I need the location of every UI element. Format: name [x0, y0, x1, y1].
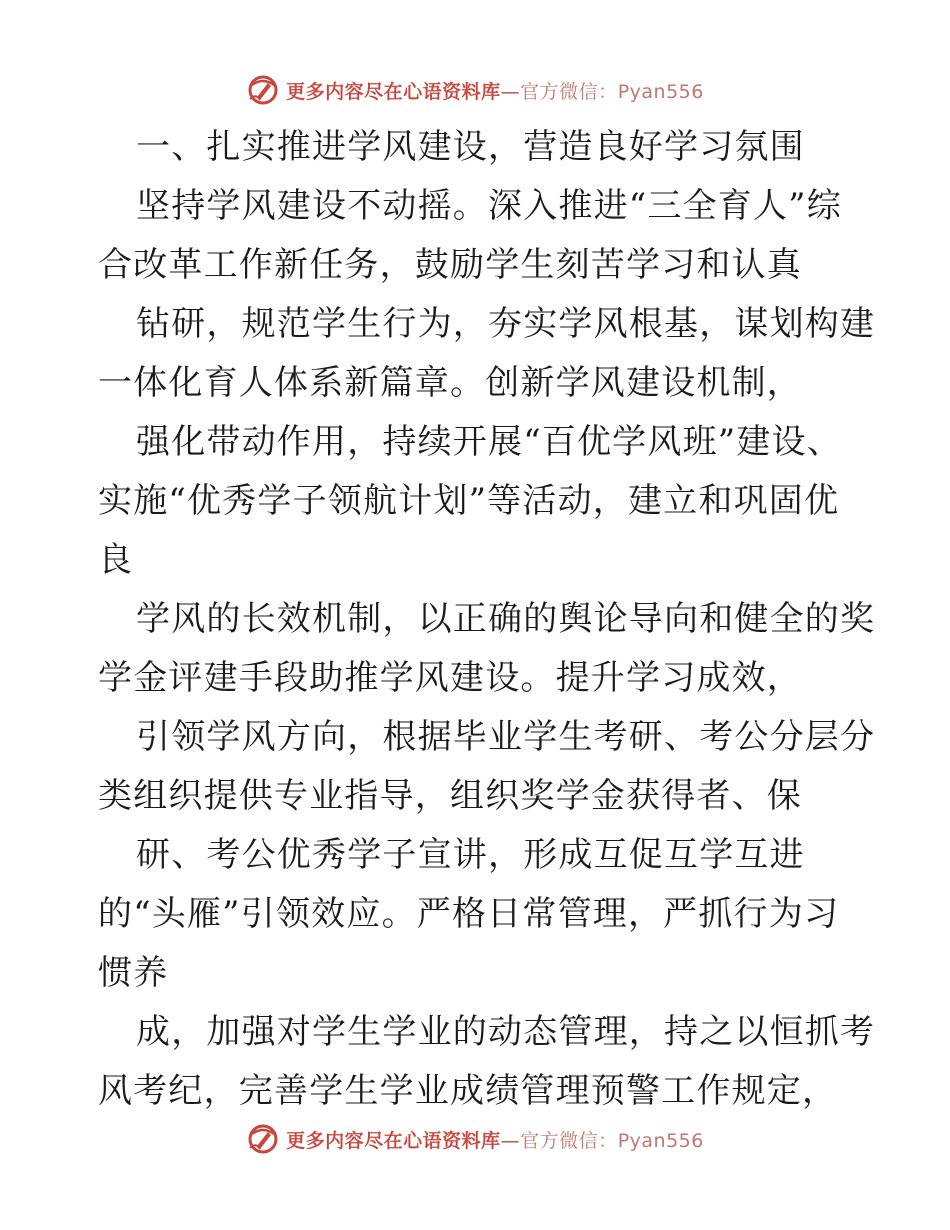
banner-suffix: 官方微信： — [520, 1129, 618, 1152]
text-line: 学金评建手段助推学风建设。提升学习成效， — [98, 658, 802, 698]
banner-handle: Pyan556 — [617, 80, 704, 103]
banner-text — [286, 1126, 704, 1153]
footer-banner — [0, 1119, 950, 1159]
text-line: 学风的长效机制，以正确的舆论导向和健全的奖 — [136, 599, 876, 639]
text-line: 强化带动作用，持续开展“百优学风班”建设、 — [136, 422, 842, 462]
text-line: 坚持学风建设不动摇。深入推进“三全育人”综 — [136, 186, 842, 226]
text-line: 类组织提供专业指导，组织奖学金获得者、保 — [98, 776, 802, 816]
text-line: 的“头雁”引领效应。严格日常管理，严抓行为习 — [98, 894, 840, 934]
banner-brand: 更多内容尽在心语资料库 — [286, 1129, 501, 1152]
brand-logo-icon — [246, 73, 280, 107]
text-line: 风考纪，完善学生学业成绩管理预警工作规定， — [98, 1071, 838, 1111]
text-line: 合改革工作新任务，鼓励学生刻苦学习和认真 — [98, 245, 802, 285]
text-line: 实施“优秀学子领航计划”等活动，建立和巩固优 — [98, 481, 840, 521]
text-line: 研、考公优秀学子宣讲，形成互促互学互进 — [136, 835, 805, 875]
text-line: 一、扎实推进学风建设，营造良好学习氛围 — [136, 127, 805, 167]
banner-text — [286, 77, 704, 104]
document-body — [0, 118, 950, 1121]
text-line: 成，加强对学生学业的动态管理，持之以恒抓考 — [136, 1012, 876, 1052]
text-line: 良 — [98, 540, 134, 580]
brand-logo-icon — [246, 1122, 280, 1156]
text-line: 引领学风方向，根据毕业学生考研、考公分层分 — [136, 717, 876, 757]
text-line: 惯养 — [98, 953, 169, 993]
header-banner — [0, 70, 950, 110]
text-line: 钻研，规范学生行为，夯实学风根基，谋划构建 — [136, 304, 876, 344]
banner-suffix: 官方微信： — [520, 80, 618, 103]
banner-dash: — — [500, 1129, 521, 1152]
banner-dash: — — [500, 80, 521, 103]
text-line: 一体化育人体系新篇章。创新学风建设机制， — [98, 363, 802, 403]
banner-brand: 更多内容尽在心语资料库 — [286, 80, 501, 103]
banner-handle: Pyan556 — [617, 1129, 704, 1152]
